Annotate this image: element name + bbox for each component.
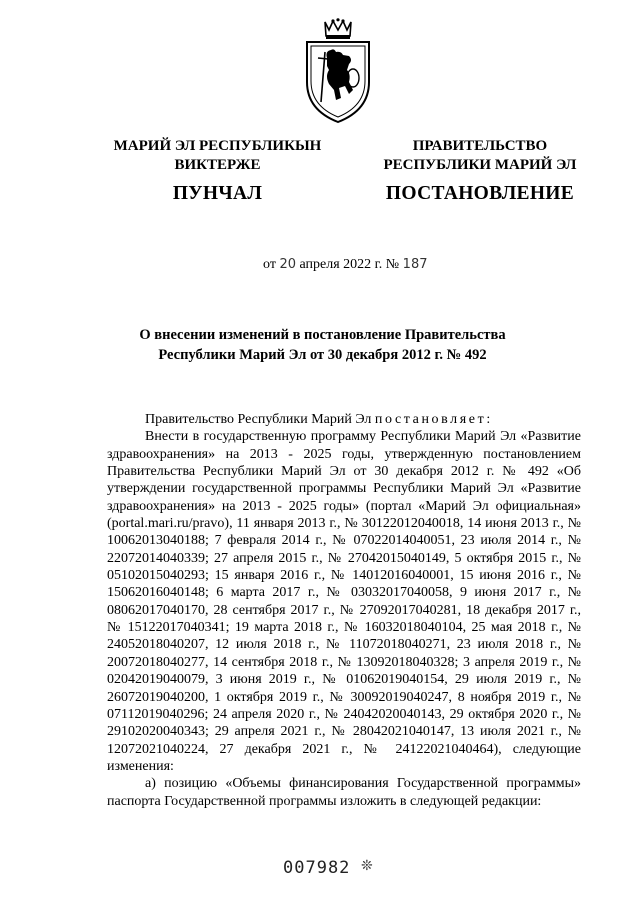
header-left-block xyxy=(85,137,350,207)
blank-serial-number: 007982 xyxy=(283,858,351,878)
header-left-line2: ВИКТЕРЖЕ xyxy=(174,157,261,173)
title-line1: О внесении изменений в постановление Правительства xyxy=(139,327,506,343)
date-day: 20 xyxy=(279,257,296,272)
body-paragraph-1 xyxy=(107,411,581,428)
header-right-block xyxy=(345,137,615,207)
body-paragraph-2: Внести в государственную программу Республики Марий Эл «Развитие здравоохранения» на 2013 - 2025 годы, утвержденную постановлением Правительства Республики Марий Эл от 30 декабря 2012 г. № 492 «Об утверждении государственной программы Республики Марий Эл «Развитие здравоохранения» на 2013 - 2025 годы» (портал «Марий Эл официальная» (portal.mari.ru/pravo), 11 января 2013 г., № 30122012040018, 14 июня 2013 г., № 10062013040188; 7 февраля 2014 г., № 07022014040051, 23 июля 2014 г., № 22072014040339; 27 апреля 2015 г., № 27042015040149, 5 октября 2015 г., № 05102015040293; 15 января 2016 г., № 14012016040001, 15 июня 2016 г., № 15062016040148; 6 марта 2017 г., № 03032017040058, 9 июня 2017 г., № 08062017040170, 28 сентября 2017 г., № 27092017040281, 18 декабря 2017 г., № 15122017040341; 19 марта 2018 г., № 16032018040104, 25 мая 2018 г., № 24052018040207, 12 июля 2018 г., № 11072018040271, 23 июля 2018 г., № 20072018040277, 14 сентября 2018 г., № 13092018040328; 3 апреля 2019 г., № 02042019040079, 3 июня 2019 г., № 01062019040154, 29 июля 2019 г., № 26072019040200, 1 октября 2019 г., № 30092019040247, 8 ноября 2019 г., № 07112019040296; 24 апреля 2020 г., № 24042020040143, 29 октября 2020 г., № 29102020040343; 29 апреля 2021 г., № 28042021040147, 13 июля 2021 г., № 12072021040224, 27 декабря 2021 г., № 24122021040464), следующие изменения: xyxy=(107,429,581,774)
coat-of-arms-bear-icon xyxy=(303,18,373,125)
footer-mark-icon: ❊ xyxy=(361,859,373,874)
resolution-date-line xyxy=(263,257,428,273)
header-right-title: ПОСТАНОВЛЕНИЕ xyxy=(385,183,575,204)
header-left-line1: МАРИЙ ЭЛ РЕСПУБЛИКЫН xyxy=(113,138,322,154)
resolution-body xyxy=(107,411,581,810)
body-p1-spaced: постановляет: xyxy=(374,412,493,427)
header-right-line2: РЕСПУБЛИКИ МАРИЙ ЭЛ xyxy=(383,157,577,173)
header-left-title: ПУНЧАЛ xyxy=(172,183,263,204)
resolution-number: 187 xyxy=(402,257,428,272)
date-month-year: апреля 2022 г. № xyxy=(299,257,400,272)
body-p1-start: Правительство Республики Марий Эл xyxy=(145,412,372,427)
date-prefix: от xyxy=(263,257,276,272)
body-paragraph-3: а) позицию «Объемы финансирования Государственной программы» паспорта Государственной программы изложить в следующей редакции: xyxy=(107,776,581,809)
resolution-title xyxy=(60,325,585,365)
header-right-line1: ПРАВИТЕЛЬСТВО xyxy=(412,138,548,154)
title-line2: Республики Марий Эл от 30 декабря 2012 г. № 492 xyxy=(158,347,487,363)
